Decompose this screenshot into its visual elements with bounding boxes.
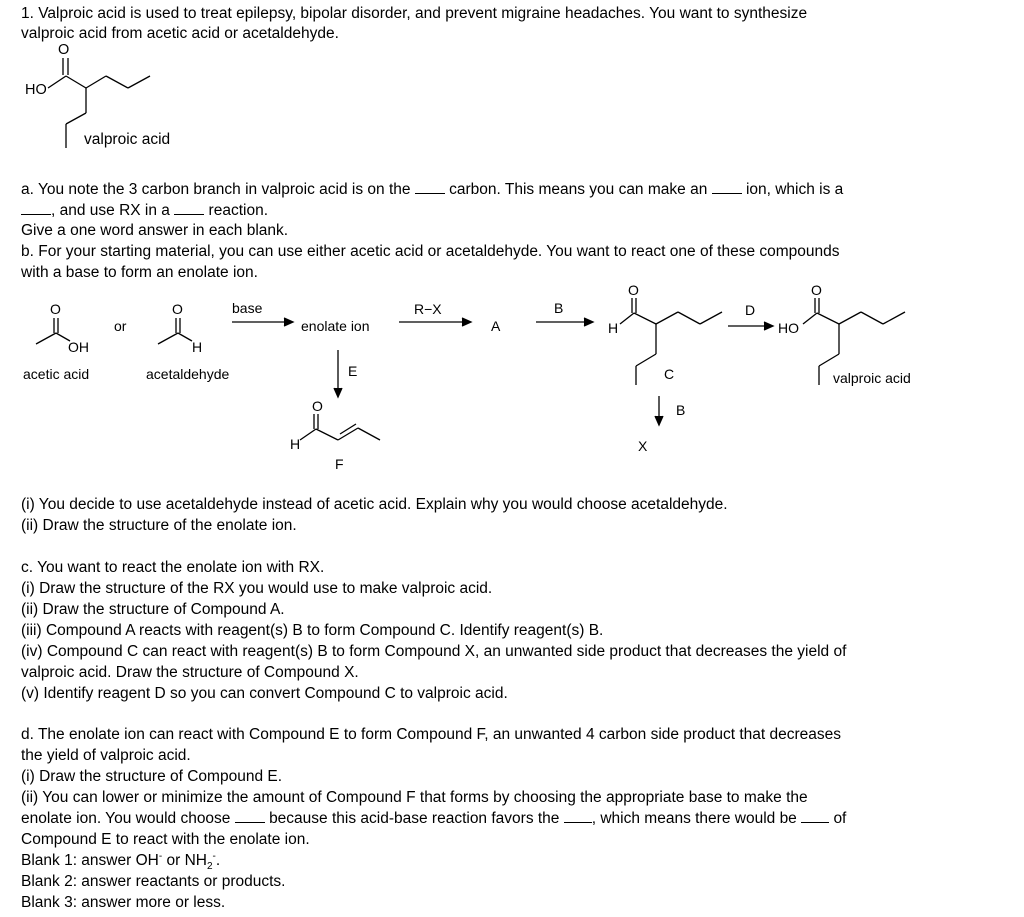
- reagent-b-label: B: [554, 300, 564, 316]
- reagent-d-label: D: [745, 302, 756, 318]
- part-d-question-ii-line-2: enolate ion. You would choose because this acid-base reaction favors the , which means there would be of: [21, 810, 847, 827]
- blank-base-choice[interactable]: [235, 809, 265, 823]
- acetic-acid-name: acetic acid: [23, 366, 90, 382]
- part-c-question-v: (v) Identify reagent D so you can convert Compound C to valproic acid.: [21, 685, 508, 702]
- part-c-question-ii: (ii) Draw the structure of Compound A.: [21, 601, 285, 618]
- reagent-b-down-label: B: [676, 402, 686, 418]
- acetaldehyde-name: acetaldehyde: [146, 366, 230, 382]
- blank-ion-type[interactable]: [712, 180, 742, 194]
- part-c-question-iv-line-1: (iv) Compound C can react with reagent(s) B to form Compound X, an unwanted side product that decreases the yield of: [21, 643, 847, 660]
- part-b-line-1: b. For your starting material, you can use either acetic acid or acetaldehyde. You want to react one of these compounds: [21, 243, 840, 260]
- compound-f-label: F: [335, 456, 344, 472]
- acetaldehyde-h: H: [192, 339, 203, 355]
- or-label: or: [114, 318, 127, 334]
- acetic-acid-oxygen: O: [50, 301, 61, 317]
- base-label: base: [232, 300, 263, 316]
- part-a-line-2: , and use RX in a reaction.: [21, 201, 268, 220]
- part-c-question-i: (i) Draw the structure of the RX you would use to make valproic acid.: [21, 580, 493, 597]
- compound-a-label: A: [491, 318, 501, 334]
- compound-x-label: X: [638, 438, 648, 454]
- part-c-intro: c. You want to react the enolate ion with RX.: [21, 559, 325, 576]
- blank-equilibrium-side[interactable]: [564, 809, 592, 823]
- part-d-question-i: (i) Draw the structure of Compound E.: [21, 768, 283, 785]
- blank-reaction-type[interactable]: [174, 201, 204, 215]
- valproic-ho-label: HO: [778, 320, 799, 336]
- part-a-instruction: Give a one word answer in each blank.: [21, 222, 289, 239]
- blank-carbon-position[interactable]: [415, 180, 445, 194]
- blank-2-hint: Blank 2: answer reactants or products.: [21, 873, 286, 890]
- compound-c-label: C: [664, 366, 675, 382]
- part-d-line-1: d. The enolate ion can react with Compound E to form Compound F, an unwanted 4 carbon side product that decreases: [21, 726, 841, 743]
- rx-label: R−X: [414, 301, 442, 317]
- question-line-1: 1. Valproic acid is used to treat epilepsy, bipolar disorder, and prevent migraine headaches. You want to synthesize: [21, 5, 808, 22]
- blank-ion-description[interactable]: [21, 201, 51, 215]
- acetic-acid-oh: OH: [68, 339, 89, 355]
- enolate-ion-label: enolate ion: [301, 318, 370, 334]
- valproic-acid-product-name: valproic acid: [833, 370, 911, 386]
- part-b-question-i: (i) You decide to use acetaldehyde instead of acetic acid. Explain why you would choose acetaldehyde.: [21, 496, 728, 513]
- compound-c-h: H: [608, 320, 619, 336]
- question-line-2: valproic acid from acetic acid or acetaldehyde.: [21, 25, 339, 42]
- acetaldehyde-oxygen: O: [172, 301, 183, 317]
- blank-3-hint: Blank 3: answer more or less.: [21, 894, 226, 911]
- compound-c-oxygen: O: [628, 282, 639, 298]
- compound-e-label: E: [348, 363, 358, 379]
- valproic-oxygen: O: [811, 282, 822, 298]
- part-b-question-ii: (ii) Draw the structure of the enolate ion.: [21, 517, 297, 534]
- blank-1-hint: Blank 1: answer OH- or $NH_2^-$.: [21, 850, 221, 873]
- compound-f-oxygen: O: [312, 398, 323, 414]
- valproic-acid-name: valproic acid: [84, 131, 171, 148]
- blank-amount[interactable]: [801, 809, 829, 823]
- part-d-line-2: the yield of valproic acid.: [21, 747, 191, 764]
- compound-f-structure: [300, 414, 380, 440]
- part-c-question-iii: (iii) Compound A reacts with reagent(s) B to form Compound C. Identify reagent(s) B.: [21, 622, 604, 639]
- acetaldehyde-structure: [158, 318, 192, 344]
- acetic-acid-structure: [36, 318, 70, 344]
- part-b-line-2: with a base to form an enolate ion.: [21, 264, 258, 281]
- part-d-question-ii-line-1: (ii) You can lower or minimize the amount of Compound F that forms by choosing the appropriate base to make the: [21, 789, 808, 806]
- part-d-question-ii-line-3: Compound E to react with the enolate ion.: [21, 831, 310, 848]
- part-a-line-1: a. You note the 3 carbon branch in valproic acid is on the carbon. This means you can make an ion, which is a: [21, 181, 844, 198]
- hydroxyl-label: HO: [25, 82, 47, 98]
- carbonyl-oxygen-label: O: [58, 42, 70, 58]
- compound-f-h: H: [290, 436, 301, 452]
- part-c-question-iv-line-2: valproic acid. Draw the structure of Compound X.: [21, 664, 359, 681]
